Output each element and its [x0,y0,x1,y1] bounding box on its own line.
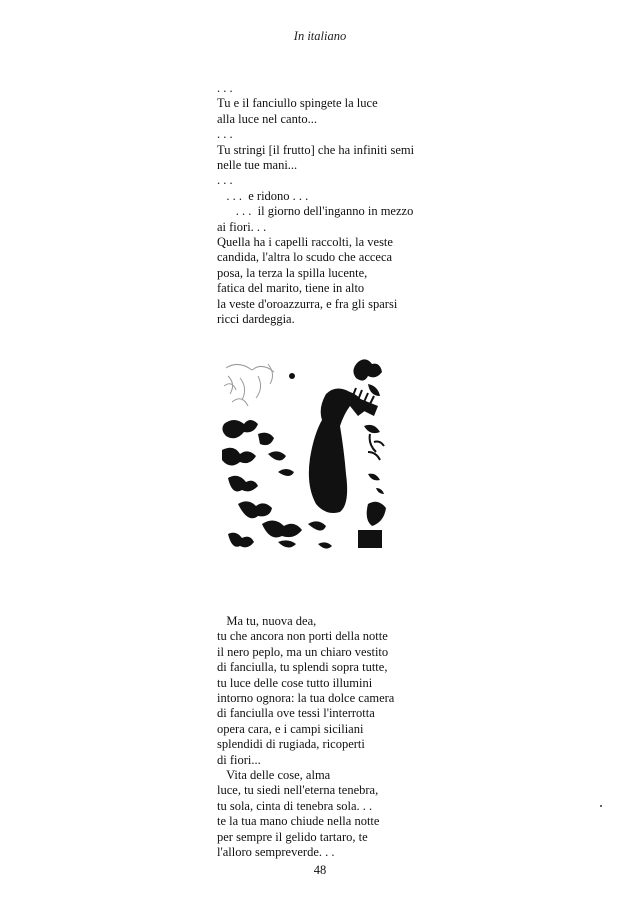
page-number: 48 [313,863,327,877]
poem-line: tu che ancora non porti della notte [217,629,388,644]
poem-line: tu sola, cinta di tenebra sola. . . [217,798,373,813]
poem-line: Vita delle cose, alma [217,768,331,783]
poem-line: candida, l'altra lo scudo che acceca [217,250,393,265]
poem-line: ai fiori. . . [217,219,267,234]
poem-line: . . . [217,81,233,95]
running-head: In italiano [293,29,347,43]
poem-line: alla luce nel canto... [217,111,317,126]
poem-stanza-2 [217,614,394,861]
poem-line: Tu e il fanciullo spingete la luce [217,96,378,111]
poem-stanza-1 [217,81,414,328]
poem-line: te la tua mano chiude nella notte [217,814,380,829]
poem-line: l'alloro sempreverde. . . [217,845,335,860]
poem-line: . . . [217,173,233,188]
poem-line: per sempre il gelido tartaro, te [217,829,368,844]
poem-line: Quella ha i capelli raccolti, la veste [217,235,393,250]
poem-line: Ma tu, nuova dea, [217,614,317,628]
poem-line: splendidi di rugiada, ricoperti [217,737,365,752]
poem-line: . . . il giorno dell'inganno in mezzo [217,204,414,219]
ink-illustration [218,354,392,554]
poem-line: posa, la terza la spilla lucente, [217,265,368,280]
poem-line: di fanciulla ove tessi l'interrotta [217,706,375,721]
poem-line: di fanciulla, tu splendi sopra tutte, [217,660,388,675]
poem-line: fatica del marito, tiene in alto [217,281,365,296]
poem-line: di fiori... [217,752,261,767]
poem-line: . . . e ridono . . . [217,188,309,203]
poem-line: luce, tu siedi nell'eterna tenebra, [217,783,379,798]
poem-line: la veste d'oroazzurra, e fra gli sparsi [217,296,398,311]
ink-speck [600,805,602,807]
poem-line: Tu stringi [il frutto] che ha infiniti semi [217,142,415,157]
poem-line: tu luce delle cose tutto illumini [217,675,373,690]
poem-line: opera cara, e i campi siciliani [217,721,364,736]
poem-line: intorno ognora: la tua dolce camera [217,691,395,706]
poem-line: ricci dardeggia. [217,312,295,327]
poem-line: nelle tue mani... [217,158,298,173]
poem-line: il nero peplo, ma un chiaro vestito [217,644,389,659]
poem-line: . . . [217,127,233,142]
